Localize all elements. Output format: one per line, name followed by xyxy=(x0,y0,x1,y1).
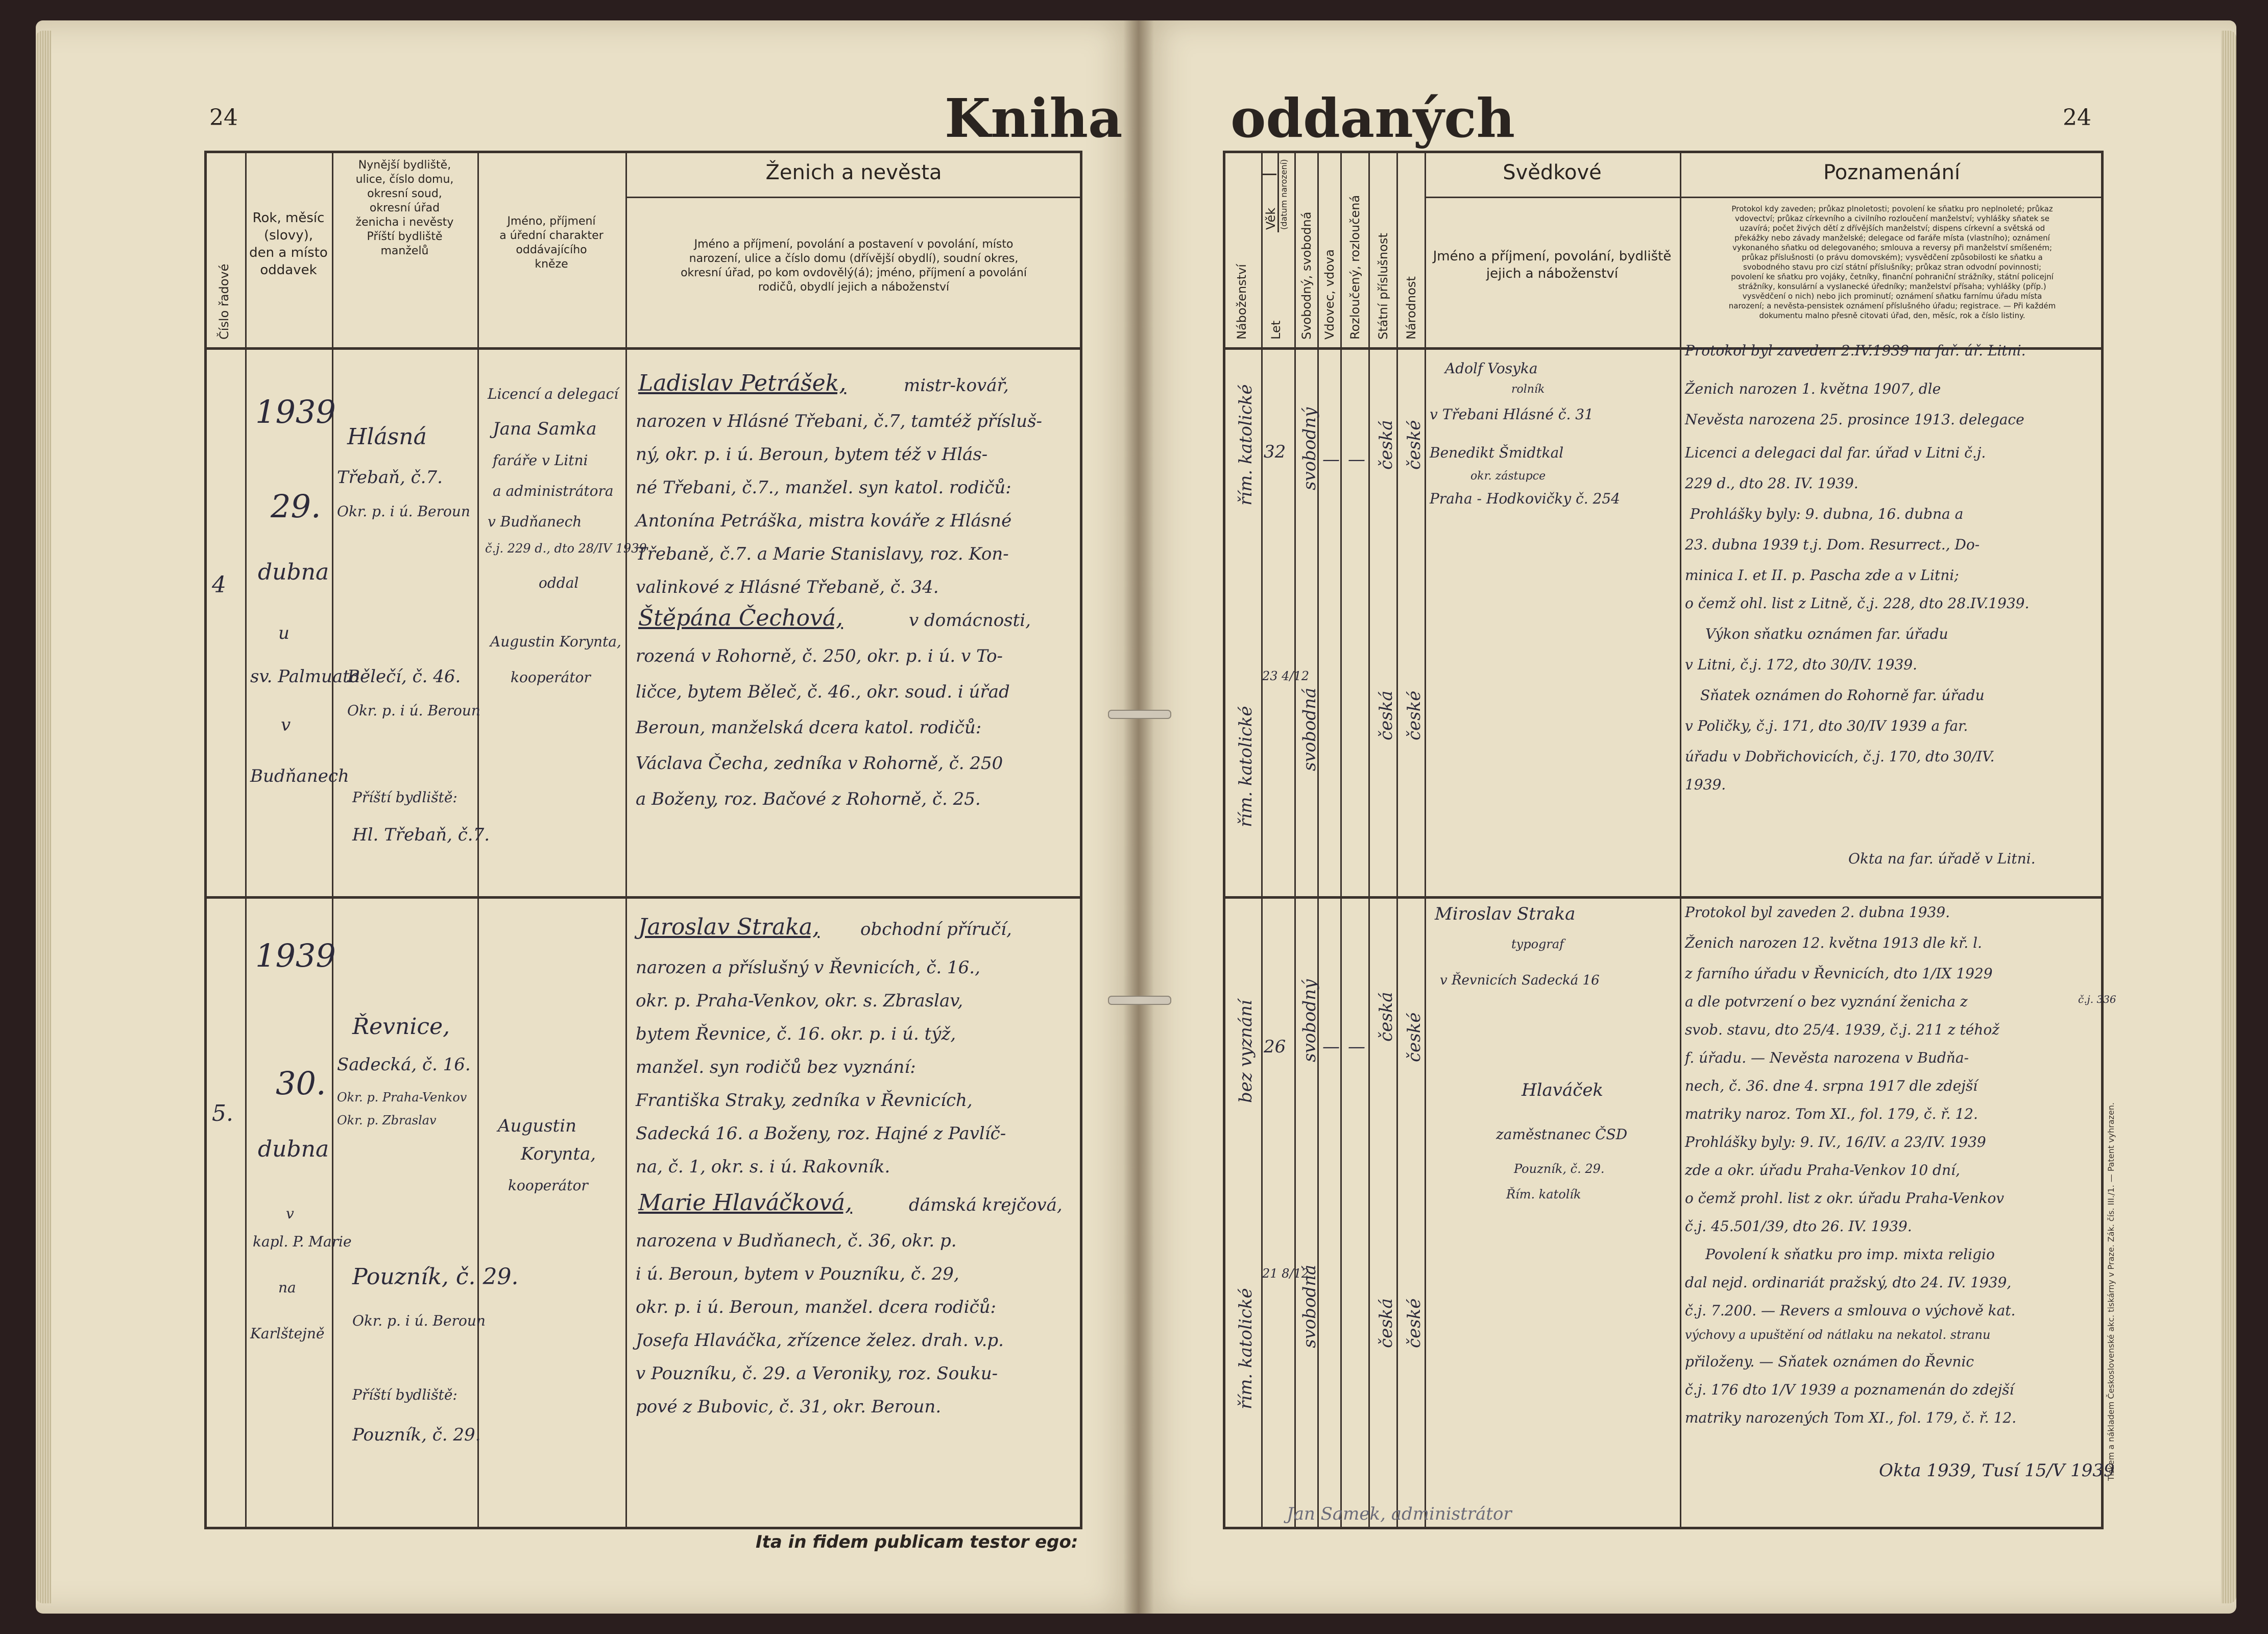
groom-detail: narozen v Hlásné Třebani, č.7, tamtéž přísluš- xyxy=(636,411,1043,431)
bride-detail: Josefa Hlaváčka, zřízence želez. drah. v.p. xyxy=(636,1330,1004,1351)
witness: zaměstnanec ČSD xyxy=(1496,1126,1628,1143)
col-divider xyxy=(625,151,627,1529)
col-divider xyxy=(1261,151,1263,1529)
residence-groom: Okr. p. Praha-Venkov xyxy=(337,1090,467,1104)
header-svedkove-title: Svědkové xyxy=(1503,161,1602,184)
groom-name: Ladislav Petrášek, xyxy=(638,370,847,396)
entry-place: v xyxy=(281,715,291,735)
bride-detail: Václava Čecha, zedníka v Rohorně, č. 250 xyxy=(636,753,1003,774)
col-divider xyxy=(332,151,333,1529)
note: o čemž prohl. list z okr. úřadu Praha-Venkov xyxy=(1685,1190,2005,1207)
entry-month: dubna xyxy=(258,559,329,585)
groom-citizenship: česká xyxy=(1376,420,1396,470)
dash: — xyxy=(1322,449,1340,470)
bride-citizenship: česká xyxy=(1376,690,1396,740)
note: v Litni, č.j. 172, dto 30/IV. 1939. xyxy=(1685,656,1917,673)
header-zenich-sub: Jméno a příjmení, povolání a postavení v povolání, místo narození, ulice a číslo domu (dřívější obydlí), soudní okres, okresní úřad, po kom ovdovělý(á); jméno, příjmení a povolání rodičů, obydlí jejich a náboženství xyxy=(681,238,1027,294)
groom-age: 26 xyxy=(1264,1037,1286,1057)
bride-nationality: české xyxy=(1404,1298,1425,1348)
header-datum-narozeni: (datum narození) xyxy=(1279,159,1289,230)
note: Prohlášky byly: 9. dubna, 16. dubna a xyxy=(1690,506,1964,522)
header-bydliste: Nynější bydliště, ulice, číslo domu, okresní soud, okresní úřad ženicha i nevěsty Příští bydliště manželů xyxy=(355,159,454,257)
bride-detail: a Boženy, roz. Bačové z Rohorně, č. 25. xyxy=(636,789,981,809)
residence-bride: Pouzník, č. 29. xyxy=(352,1264,519,1290)
witness: Praha - Hodkovičky č. 254 xyxy=(1430,490,1620,507)
note: matriky naroz. Tom XI., fol. 179, č. ř. 12. xyxy=(1685,1106,1978,1122)
header-narodnost: Národnost xyxy=(1404,276,1418,340)
bride-detail: v Pouzníku, č. 29. a Veroniky, roz. Souku- xyxy=(636,1363,998,1384)
priest: Licencí a delegací xyxy=(488,386,619,402)
residence-groom: Sadecká, č. 16. xyxy=(337,1054,471,1075)
bride-religion: řím. katolické xyxy=(1236,706,1256,827)
witness: rolník xyxy=(1511,383,1545,396)
bride-detail: pové z Bubovic, č. 31, okr. Beroun. xyxy=(636,1397,942,1417)
entry-place: kapl. P. Marie xyxy=(253,1233,352,1250)
groom-detail: Františka Straky, zedníka v Řevnicích, xyxy=(636,1090,973,1111)
bride-religion: řím. katolické xyxy=(1236,1288,1256,1409)
page-number-right: 24 xyxy=(2063,105,2091,131)
header-rozloucen: Rozloučený, rozloučená xyxy=(1348,195,1362,340)
zenich-title-rule xyxy=(625,197,1082,198)
witness: Pouzník, č. 29. xyxy=(1514,1162,1605,1176)
printer-imprint: Tiskem a nákladem Československé akc. tiskárny v Praze. Zák. čís. III./1. — Patent vyhrazen. xyxy=(2106,1102,2116,1481)
entry-place: na xyxy=(278,1279,296,1296)
note: Prohlášky byly: 9. IV., 16/IV. a 23/IV. 1939 xyxy=(1685,1134,1986,1150)
witness: Adolf Vosyka xyxy=(1445,360,1538,377)
note: svob. stavu, dto 25/4. 1939, č.j. 211 z téhož xyxy=(1685,1021,1999,1038)
header-knez: Jméno, příjmení a úřední charakter oddávajícího kněze xyxy=(499,215,604,271)
residence-groom: Okr. p. Zbraslav xyxy=(337,1113,437,1127)
groom-detail: okr. p. Praha-Venkov, okr. s. Zbraslav, xyxy=(636,991,963,1011)
note: č.j. 176 dto 1/V 1939 a poznamenán do zdejší xyxy=(1685,1381,2014,1398)
residence-groom: Hlásná xyxy=(347,424,427,450)
note: Protokol byl zaveden 2.IV.1939 na fař. úř. Litni. xyxy=(1685,342,2026,359)
note: Sňatek oznámen do Rohorně far. úřadu xyxy=(1700,687,1985,704)
col-divider xyxy=(1680,151,1681,1529)
note: Ženich narozen 1. května 1907, dle xyxy=(1685,380,1941,397)
title-left: Kniha xyxy=(945,87,1123,150)
col-divider xyxy=(1396,151,1398,1529)
entry-place: Budňanech xyxy=(250,766,349,786)
groom-detail: obchodní příručí, xyxy=(860,919,1012,940)
future-residence: Příští bydliště: xyxy=(352,789,457,806)
book-gutter xyxy=(1123,20,1154,1614)
entry-number: 5. xyxy=(212,1100,233,1126)
witness: v Řevnicích Sadecká 16 xyxy=(1440,973,1600,988)
bride-age: 23 4/12 xyxy=(1262,669,1310,683)
entry-month: dubna xyxy=(258,1136,329,1162)
note: a dle potvrzení o bez vyznání ženicha z xyxy=(1685,993,1968,1010)
col-divider xyxy=(1340,151,1342,1529)
groom-nationality: české xyxy=(1404,1012,1425,1062)
page-edge-left xyxy=(36,31,51,1603)
note-side: č.j. 336 xyxy=(2078,993,2116,1005)
bride-detail: Beroun, manželská dcera katol. rodičů: xyxy=(636,717,982,738)
note: dal nejd. ordinariát pražský, dto 24. IV. 1939, xyxy=(1685,1274,2012,1291)
future-residence: Hl. Třebaň, č.7. xyxy=(352,825,490,845)
priest: v Budňanech xyxy=(488,513,582,530)
note: č.j. 45.501/39, dto 26. IV. 1939. xyxy=(1685,1218,1912,1235)
groom-detail: na, č. 1, okr. s. i ú. Rakovník. xyxy=(636,1157,890,1177)
header-poznamenani-title: Poznamenání xyxy=(1823,161,1960,184)
note: minica I. et II. p. Pascha zde a v Litni; xyxy=(1685,567,1959,584)
note: Výkon sňatku oznámen far. úřadu xyxy=(1705,626,1948,642)
entry-year: 1939 xyxy=(255,393,336,430)
groom-detail: manžel. syn rodičů bez vyznání: xyxy=(636,1057,916,1077)
page-edge-right xyxy=(2221,31,2236,1603)
residence-groom: Třebaň, č.7. xyxy=(337,467,443,488)
witness: Miroslav Straka xyxy=(1435,904,1576,924)
dash: — xyxy=(1348,1037,1365,1057)
header-datum: Rok, měsíc (slovy), den a místo oddavek xyxy=(249,210,328,278)
note: 1939. xyxy=(1685,776,1726,793)
priest: kooperátor xyxy=(508,1177,588,1194)
groom-detail: Antonína Petráška, mistra kováře z Hlásné xyxy=(636,511,1012,531)
svedkove-title-rule xyxy=(1425,197,2104,198)
groom-age: 32 xyxy=(1264,442,1286,462)
priest: Augustin Korynta, xyxy=(490,633,621,650)
priest: Korynta, xyxy=(521,1144,596,1164)
note: 23. dubna 1939 t.j. Dom. Resurrect., Do- xyxy=(1685,536,1980,553)
groom-citizenship: česká xyxy=(1376,992,1396,1042)
groom-detail: narozen a příslušný v Řevnicích, č. 16., xyxy=(636,957,980,978)
priest: oddal xyxy=(539,574,579,591)
groom-detail: ný, okr. p. i ú. Beroun, bytem též v Hlás- xyxy=(636,444,988,465)
header-bottom-rule xyxy=(204,347,1082,350)
future-residence: Příští bydliště: xyxy=(352,1386,457,1403)
bride-detail: v domácnosti, xyxy=(909,610,1031,631)
header-nabozenstvi: Náboženství xyxy=(1235,264,1249,340)
signature: Jan Samek, administrátor xyxy=(1287,1504,1512,1524)
note: výchovy a upuštění od nátlaku na nekatol. stranu xyxy=(1685,1328,1991,1342)
note: nech, č. 36. dne 4. srpna 1917 dle zdejší xyxy=(1685,1077,1978,1094)
groom-nationality: české xyxy=(1404,420,1425,470)
note: f. úřadu. — Nevěsta narozena v Budňa- xyxy=(1685,1049,1969,1066)
note: č.j. 7.200. — Revers a smlouva o výchově kat. xyxy=(1685,1302,2016,1319)
entry-day: 30. xyxy=(276,1065,326,1102)
groom-religion: řím. katolické xyxy=(1236,384,1256,506)
priest: Augustin xyxy=(498,1116,576,1136)
witness: Řím. katolík xyxy=(1506,1187,1581,1202)
note: Protokol byl zaveden 2. dubna 1939. xyxy=(1685,904,1950,921)
bride-detail: narozena v Budňanech, č. 36, okr. p. xyxy=(636,1231,957,1251)
bride-status: svobodná xyxy=(1299,687,1320,771)
residence-groom: Okr. p. i ú. Beroun xyxy=(337,503,470,520)
residence-bride: Okr. p. i ú. Beroun xyxy=(347,702,480,719)
groom-detail: Třebaně, č.7. a Marie Stanislavy, roz. Kon- xyxy=(636,544,1009,564)
note: Nevěsta narozena 25. prosince 1913. delegace xyxy=(1685,411,2024,428)
bride-age: 21 8/12 xyxy=(1262,1266,1310,1281)
col-divider xyxy=(1368,151,1370,1529)
note: zde a okr. úřadu Praha-Venkov 10 dní, xyxy=(1685,1162,1960,1179)
bride-detail: okr. p. i ú. Beroun, manžel. dcera rodičů: xyxy=(636,1297,996,1317)
witness: Hlaváček xyxy=(1522,1080,1604,1100)
binding-stitch xyxy=(1108,996,1171,1005)
col-divider xyxy=(245,151,247,1529)
note: z farního úřadu v Řevnicích, dto 1/IX 1929 xyxy=(1685,965,1993,982)
entry-number: 4 xyxy=(212,572,226,598)
witness: typograf xyxy=(1511,937,1564,951)
groom-status: svobodný xyxy=(1299,407,1320,490)
header-svobodny: Svobodný, svobodná xyxy=(1299,211,1314,340)
entry-place: sv. Palmuata xyxy=(250,666,360,687)
entry-year: 1939 xyxy=(255,937,336,974)
bride-detail: rozená v Rohorně, č. 250, okr. p. i ú. v To- xyxy=(636,646,1003,666)
entry-separator xyxy=(1223,896,2104,899)
entry-place: u xyxy=(278,623,289,643)
future-residence: Pouzník, č. 29. xyxy=(352,1425,481,1445)
priest: a administrátora xyxy=(493,483,614,499)
bride-detail: i ú. Beroun, bytem v Pouzníku, č. 29, xyxy=(636,1264,959,1284)
groom-detail: Sadecká 16. a Boženy, roz. Hajné z Pavlíč- xyxy=(636,1123,1006,1144)
residence-bride: Okr. p. i ú. Beroun xyxy=(352,1312,486,1329)
note: Licenci a delegaci dal far. úřad v Litni č.j. xyxy=(1685,444,1986,461)
witness: v Třebani Hlásné č. 31 xyxy=(1430,406,1594,423)
dash: — xyxy=(1322,1037,1340,1057)
bride-name: Štěpána Čechová, xyxy=(638,605,843,631)
header-statni: Státní příslušnost xyxy=(1376,233,1390,340)
col-divider xyxy=(1294,151,1296,1529)
priest: č.j. 229 d., dto 28/IV 1939 xyxy=(485,541,647,556)
groom-name: Jaroslav Straka, xyxy=(638,914,820,940)
header-let: Let xyxy=(1269,320,1283,340)
residence-groom: Řevnice, xyxy=(352,1014,450,1040)
bride-citizenship: česká xyxy=(1376,1298,1396,1348)
page-number-left: 24 xyxy=(209,105,238,131)
header-poznamenani-sub: Protokol kdy zaveden; průkaz plnoletosti; povolení ke sňatku pro neplnoleté; průkaz vdovectví; průkaz církevního a civilního rozloučení manželství; vyhlášky sňatek se uzavírá; počet živých dětí z dřívějších manželství; dispens církevní a světská od překážky nebo závady manželské; delegace od faráře místa (vlastního); oznámení vykonaného sňatku od delegovaného; smlouva a reversy při manželství smíšeném; průkaz příslušnosti (o právu domovském); vysvědčení způsobilosti ke sňatku a svobodného stavu pro cizí státní příslušníky; průkaz stran odvodní povinnosti; povolení ke sňatku pro vojáky, četníky, finanční pohraniční strážníky, státní policejní strážníky, konsulární a vyslanecké úředníky; manželství přísaha; vyhlášky (příp.) vysvědčení o nich) nebo jich prominutí; oznámení sňatku farnímu úřadu místa narození; a nevěsta-pensistek oznámení příslušného úřadu; registrace. — Při každém dokumentu malno přesně citovati úřad, den, měsíc, rok a číslo listiny. xyxy=(1728,204,2056,320)
header-svedkove-sub: Jméno a příjmení, povolání, bydliště jejich a náboženství xyxy=(1433,249,1672,281)
title-right: oddaných xyxy=(1230,87,1515,150)
bride-status: svobodná xyxy=(1299,1264,1320,1348)
witness: Benedikt Šmidtkal xyxy=(1430,444,1564,461)
entry-day: 29. xyxy=(271,488,321,525)
witness: okr. zástupce xyxy=(1470,470,1546,483)
priest: kooperátor xyxy=(511,669,591,686)
bride-name: Marie Hlaváčková, xyxy=(638,1190,853,1216)
bride-nationality: české xyxy=(1404,690,1425,740)
residence-bride: Bělečí, č. 46. xyxy=(347,666,461,687)
header-vdovec: Vdovec, vdova xyxy=(1322,249,1337,340)
bride-detail: ličce, bytem Běleč, č. 46., okr. soud. i úřad xyxy=(636,682,1010,702)
dash: — xyxy=(1348,449,1365,470)
priest: Jana Samka xyxy=(493,419,597,439)
note: přiloženy. — Sňatek oznámen do Řevnic xyxy=(1685,1353,1974,1370)
binding-stitch xyxy=(1108,710,1171,719)
header-vek: Věk xyxy=(1264,207,1278,230)
groom-detail: mistr-kovář, xyxy=(904,375,1009,396)
entry-separator xyxy=(204,896,1082,899)
header-cislo: Číslo řadové xyxy=(217,263,231,340)
entry-place: v xyxy=(286,1205,294,1222)
groom-detail: valinkové z Hlásné Třebaně, č. 34. xyxy=(636,577,939,597)
note: Povolení k sňatku pro imp. mixta religio xyxy=(1705,1246,1995,1263)
note: Ženich narozen 12. května 1913 dle kř. l. xyxy=(1685,934,1982,951)
groom-religion: bez vyznání xyxy=(1236,1000,1256,1103)
col-divider xyxy=(1425,151,1426,1529)
note: 229 d., dto 28. IV. 1939. xyxy=(1685,475,1859,492)
note: o čemž ohl. list z Litně, č.j. 228, dto 28.IV.1939. xyxy=(1685,595,2030,612)
groom-detail: bytem Řevnice, č. 16. okr. p. i ú. týž, xyxy=(636,1024,956,1044)
groom-status: svobodný xyxy=(1299,979,1320,1062)
left-table-frame xyxy=(204,151,1082,1529)
note: Okta 1939, Tusí 15/V 1939 xyxy=(1879,1460,2115,1481)
vek-rule xyxy=(1261,174,1276,175)
entry-place: Karlštejně xyxy=(250,1325,325,1342)
note: matriky narozených Tom XI., fol. 179, č. ř. 12. xyxy=(1685,1409,2017,1426)
note: úřadu v Dobřichovicích, č.j. 170, dto 30/IV. xyxy=(1685,748,1995,765)
note: v Poličky, č.j. 171, dto 30/IV 1939 a far. xyxy=(1685,717,1968,734)
note: Okta na far. úřadě v Litni. xyxy=(1848,850,2036,867)
footer-attestation: Ita in fidem publicam testor ego: xyxy=(756,1532,1078,1552)
bride-detail: dámská krejčová, xyxy=(909,1195,1063,1215)
header-zenich-title: Ženich a nevěsta xyxy=(765,161,942,184)
priest: faráře v Litni xyxy=(493,452,588,469)
groom-detail: né Třebani, č.7., manžel. syn katol. rodičů: xyxy=(636,477,1011,498)
